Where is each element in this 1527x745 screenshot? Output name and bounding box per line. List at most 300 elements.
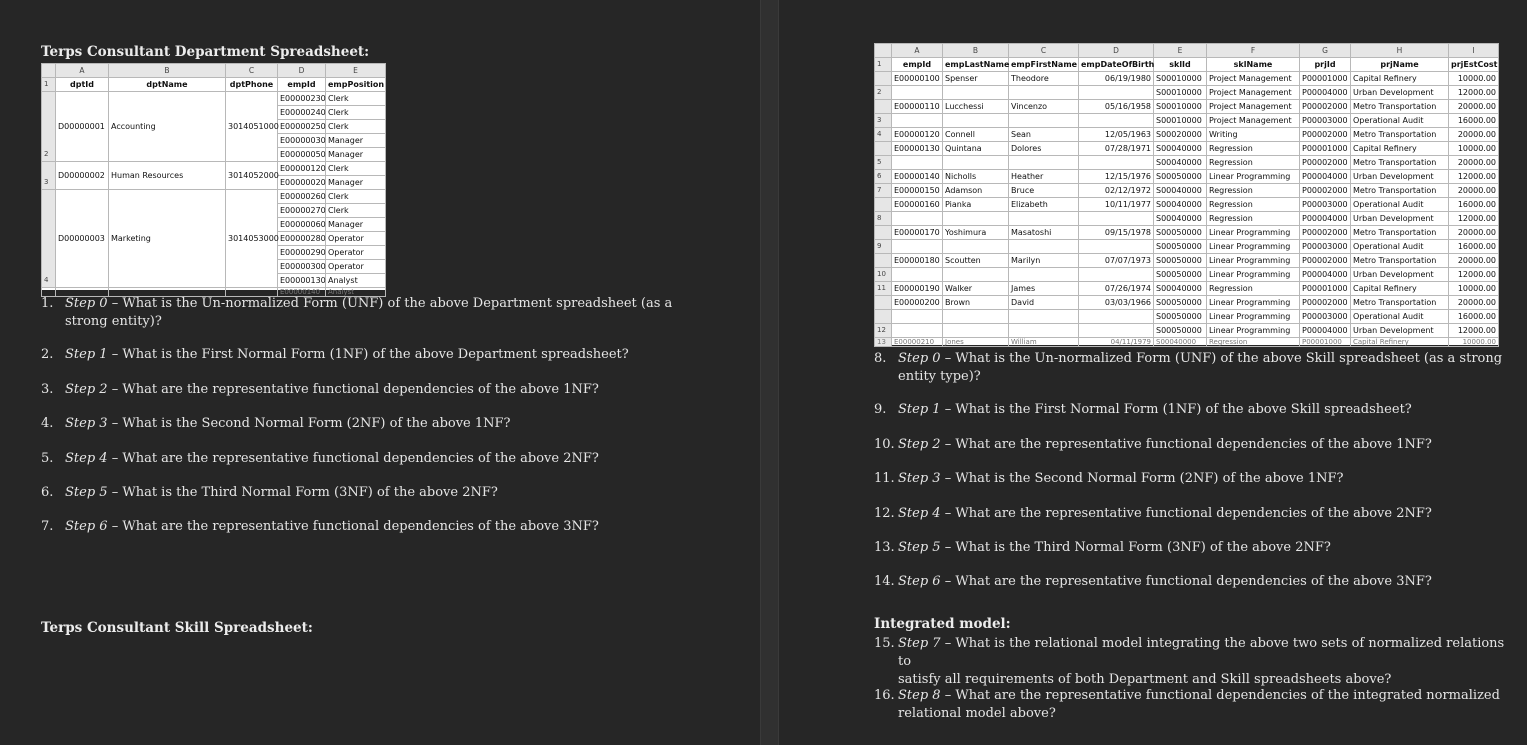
skl-id-cell[interactable]: S00020000 [1154,128,1207,142]
column-header[interactable]: empId [892,58,943,72]
prj-name-cell[interactable]: Urban Development [1351,324,1449,338]
emp-id-cell[interactable]: E00000130 [278,274,326,288]
question-body: What are the representative functional dependencies of the above 3NF? [955,574,1432,589]
emp-id-cell[interactable]: E00000140 [278,288,326,297]
skl-name-cell[interactable]: Project Management [1207,86,1300,100]
dpt-phone-cell[interactable]: 3014052000 [226,162,278,190]
prj-id-cell[interactable]: P00001000 [1300,72,1351,86]
skl-id-cell[interactable]: S00010000 [1154,114,1207,128]
emp-dob-cell[interactable] [1079,310,1154,324]
skl-name-cell[interactable]: Writing [1207,128,1300,142]
row-number[interactable]: 3 [42,162,56,190]
question-1 [41,295,681,331]
skl-name-cell[interactable]: Regression [1207,282,1300,296]
skl-id-cell[interactable]: S00040000 [1154,184,1207,198]
dpt-name-cell[interactable]: Marketing [109,190,226,288]
row-number[interactable]: 8 [875,212,892,226]
emp-dob-cell[interactable]: 12/05/1963 [1079,128,1154,142]
skl-id-cell[interactable]: S00050000 [1154,240,1207,254]
column-header[interactable]: prjId [1300,58,1351,72]
emp-id-cell[interactable]: E00000160 [892,198,943,212]
prj-name-cell[interactable]: Urban Development [1351,212,1449,226]
prj-id-cell[interactable]: P00002000 [1300,226,1351,240]
emp-last-name-cell[interactable]: Jones [943,338,1009,347]
prj-name-cell[interactable]: Capital Refinery [1351,142,1449,156]
step-separator: – [107,451,123,466]
skl-id-cell[interactable]: S00050000 [1154,268,1207,282]
emp-dob-cell[interactable] [1079,114,1154,128]
emp-id-cell[interactable]: E00000210 [892,338,943,347]
prj-name-cell[interactable]: Urban Development [1351,268,1449,282]
emp-dob-cell[interactable]: 04/11/1979 [1079,338,1154,347]
emp-id-cell[interactable]: E00000280 [278,232,326,246]
column-header[interactable]: sklName [1207,58,1300,72]
question-text [898,635,1514,689]
prj-name-cell[interactable]: Urban Development [1351,170,1449,184]
emp-position-cell[interactable]: Operator [326,260,386,274]
emp-id-cell[interactable] [892,156,943,170]
dpt-id-cell[interactable]: D00000001 [56,92,109,162]
prj-name-cell[interactable]: Urban Development [1351,86,1449,100]
skl-id-cell[interactable]: S00040000 [1154,198,1207,212]
skl-id-cell[interactable]: S00050000 [1154,296,1207,310]
emp-first-name-cell[interactable]: Masatoshi [1009,226,1079,240]
emp-id-cell[interactable] [892,86,943,100]
question-11 [874,470,1514,488]
prj-est-cost-cell[interactable]: 10000.00 [1449,142,1499,156]
prj-id-cell[interactable]: P00002000 [1300,296,1351,310]
prj-name-cell[interactable]: Metro Transportation [1351,226,1449,240]
prj-est-cost-cell[interactable]: 20000.00 [1449,254,1499,268]
emp-id-cell[interactable]: E00000260 [278,190,326,204]
skl-id-cell[interactable]: S00050000 [1154,170,1207,184]
skl-name-cell[interactable]: Linear Programming [1207,240,1300,254]
table-row [875,156,1499,170]
emp-last-name-cell[interactable]: Scoutten [943,254,1009,268]
step-separator: – [940,506,956,521]
prj-name-cell[interactable]: Metro Transportation [1351,296,1449,310]
prj-name-cell[interactable]: Operational Audit [1351,198,1449,212]
emp-position-cell[interactable]: Analyst [326,288,386,297]
emp-first-name-cell[interactable]: David [1009,296,1079,310]
row-number[interactable]: 13 [875,338,892,347]
prj-id-cell[interactable]: P00004000 [1300,324,1351,338]
prj-id-cell[interactable]: P00004000 [1300,86,1351,100]
emp-dob-cell[interactable]: 02/12/1972 [1079,184,1154,198]
emp-last-name-cell[interactable] [943,86,1009,100]
emp-id-cell[interactable]: E00000180 [892,254,943,268]
prj-id-cell[interactable]: P00001000 [1300,142,1351,156]
row-number[interactable]: 9 [875,240,892,254]
row-number[interactable]: 4 [42,190,56,288]
dpt-name-cell[interactable]: Human Resources [109,162,226,190]
prj-est-cost-cell[interactable]: 10000.00 [1449,338,1499,347]
prj-name-cell[interactable]: Capital Refinery [1351,72,1449,86]
emp-dob-cell[interactable] [1079,324,1154,338]
skl-name-cell[interactable]: Linear Programming [1207,268,1300,282]
emp-id-cell[interactable]: E00000130 [892,142,943,156]
column-letter[interactable]: B [109,64,226,78]
prj-id-cell[interactable]: P00004000 [1300,170,1351,184]
prj-est-cost-cell[interactable]: 16000.00 [1449,198,1499,212]
question-step: Step 6 [898,574,941,589]
row-number[interactable]: 11 [875,282,892,296]
column-letter[interactable]: D [278,64,326,78]
skl-name-cell[interactable]: Regression [1207,198,1300,212]
emp-dob-cell[interactable]: 07/26/1974 [1079,282,1154,296]
question-number: 4. [41,416,54,431]
prj-name-cell[interactable]: Metro Transportation [1351,100,1449,114]
skl-name-cell[interactable]: Regression [1207,142,1300,156]
emp-id-cell[interactable] [892,268,943,282]
prj-est-cost-cell[interactable]: 16000.00 [1449,114,1499,128]
step-separator: – [107,347,123,362]
emp-first-name-cell[interactable]: Elizabeth [1009,198,1079,212]
emp-last-name-cell[interactable] [943,268,1009,282]
question-body: What is the Second Normal Form (2NF) of the above 1NF? [955,471,1344,486]
question-6 [41,484,681,502]
dpt-name-cell[interactable]: Accounting [109,92,226,162]
column-header[interactable]: sklId [1154,58,1207,72]
emp-first-name-cell[interactable] [1009,240,1079,254]
prj-est-cost-cell[interactable]: 20000.00 [1449,156,1499,170]
emp-dob-cell[interactable] [1079,268,1154,282]
skl-name-cell[interactable]: Project Management [1207,100,1300,114]
skl-id-cell[interactable]: S00050000 [1154,226,1207,240]
prj-est-cost-cell[interactable]: 20000.00 [1449,184,1499,198]
emp-first-name-cell[interactable] [1009,268,1079,282]
question-step: Step 4 [65,451,108,466]
emp-first-name-cell[interactable]: Sean [1009,128,1079,142]
emp-dob-cell[interactable]: 03/03/1966 [1079,296,1154,310]
table-row [875,240,1499,254]
prj-id-cell[interactable]: P00002000 [1300,128,1351,142]
column-letter[interactable]: E [1154,44,1207,58]
question-body: What are the representative functional dependencies of the above 3NF? [122,519,599,534]
prj-id-cell[interactable]: P00002000 [1300,254,1351,268]
prj-id-cell[interactable]: P00003000 [1300,198,1351,212]
column-header[interactable]: empFirstName [1009,58,1079,72]
emp-last-name-cell[interactable] [943,240,1009,254]
emp-dob-cell[interactable]: 06/19/1980 [1079,72,1154,86]
emp-first-name-cell[interactable] [1009,324,1079,338]
column-letter[interactable]: E [326,64,386,78]
prj-id-cell[interactable]: P00002000 [1300,184,1351,198]
skill-spreadsheet [874,43,1498,345]
emp-id-cell[interactable]: E00000100 [892,72,943,86]
skl-name-cell[interactable]: Project Management [1207,72,1300,86]
column-header[interactable]: empPosition [326,78,386,92]
question-body: What are the representative functional dependencies of the above 1NF? [955,437,1432,452]
emp-dob-cell[interactable] [1079,86,1154,100]
emp-id-cell[interactable] [892,324,943,338]
prj-id-cell[interactable]: P00003000 [1300,114,1351,128]
emp-last-name-cell[interactable]: Brown [943,296,1009,310]
table-row [42,92,386,106]
emp-last-name-cell[interactable]: Lucchessi [943,100,1009,114]
emp-id-cell[interactable]: E00000020 [278,176,326,190]
skl-id-cell[interactable]: S00040000 [1154,338,1207,347]
column-letter[interactable]: C [1009,44,1079,58]
emp-first-name-cell[interactable] [1009,156,1079,170]
question-text [898,436,1432,454]
emp-position-cell[interactable]: Clerk [326,190,386,204]
emp-id-cell[interactable] [892,240,943,254]
emp-id-cell[interactable]: E00000290 [278,246,326,260]
emp-id-cell[interactable]: E00000120 [892,128,943,142]
column-letter[interactable]: A [56,64,109,78]
column-header[interactable]: empId [278,78,326,92]
column-header[interactable]: prjEstCost [1449,58,1499,72]
prj-est-cost-cell[interactable]: 20000.00 [1449,226,1499,240]
emp-id-cell[interactable]: E00000190 [892,282,943,296]
prj-name-cell[interactable]: Metro Transportation [1351,184,1449,198]
table-row [875,170,1499,184]
row-number[interactable]: 10 [875,268,892,282]
emp-last-name-cell[interactable]: Pianka [943,198,1009,212]
prj-est-cost-cell[interactable]: 16000.00 [1449,240,1499,254]
prj-id-cell[interactable]: P00004000 [1300,212,1351,226]
skl-name-cell[interactable]: Linear Programming [1207,170,1300,184]
prj-id-cell[interactable]: P00004000 [1300,268,1351,282]
emp-id-cell[interactable]: E00000050 [278,148,326,162]
emp-first-name-cell[interactable]: Heather [1009,170,1079,184]
skl-id-cell[interactable]: S00040000 [1154,156,1207,170]
emp-position-cell[interactable]: Clerk [326,92,386,106]
column-header[interactable]: dptPhone [226,78,278,92]
column-header[interactable]: empLastName [943,58,1009,72]
prj-id-cell[interactable]: P00002000 [1300,100,1351,114]
question-3 [41,381,681,399]
prj-id-cell[interactable]: P00003000 [1300,240,1351,254]
emp-first-name-cell[interactable]: Marilyn [1009,254,1079,268]
emp-id-cell[interactable]: E00000300 [278,260,326,274]
prj-est-cost-cell[interactable]: 12000.00 [1449,212,1499,226]
header-row [42,78,386,92]
skl-id-cell[interactable]: S00010000 [1154,72,1207,86]
emp-position-cell[interactable]: Manager [326,134,386,148]
emp-dob-cell[interactable]: 10/11/1977 [1079,198,1154,212]
row-number[interactable]: 3 [875,114,892,128]
emp-position-cell[interactable]: Manager [326,176,386,190]
prj-est-cost-cell[interactable]: 12000.00 [1449,170,1499,184]
emp-id-cell[interactable] [892,212,943,226]
prj-name-cell[interactable]: Metro Transportation [1351,156,1449,170]
prj-est-cost-cell[interactable]: 20000.00 [1449,296,1499,310]
emp-last-name-cell[interactable]: Walker [943,282,1009,296]
skl-name-cell[interactable]: Regression [1207,184,1300,198]
prj-est-cost-cell[interactable]: 20000.00 [1449,128,1499,142]
row-number[interactable]: 5 [875,156,892,170]
emp-last-name-cell[interactable]: Quintana [943,142,1009,156]
question-text [65,346,629,364]
emp-first-name-cell[interactable]: Vincenzo [1009,100,1079,114]
row-number[interactable]: 2 [875,86,892,100]
emp-first-name-cell[interactable] [1009,310,1079,324]
emp-last-name-cell[interactable]: Yoshimura [943,226,1009,240]
skl-id-cell[interactable]: S00050000 [1154,254,1207,268]
skl-id-cell[interactable]: S00040000 [1154,142,1207,156]
emp-dob-cell[interactable] [1079,156,1154,170]
emp-id-cell[interactable]: E00000030 [278,134,326,148]
row-number[interactable]: 2 [42,92,56,162]
row-number[interactable]: 1 [875,58,892,72]
dpt-phone-cell[interactable]: 3014051000 [226,92,278,162]
emp-last-name-cell[interactable] [943,212,1009,226]
row-number[interactable]: 4 [875,128,892,142]
column-letter[interactable]: G [1300,44,1351,58]
emp-last-name-cell[interactable] [943,114,1009,128]
prj-est-cost-cell[interactable]: 12000.00 [1449,86,1499,100]
emp-id-cell[interactable]: E00000230 [278,92,326,106]
prj-id-cell[interactable]: P00001000 [1300,282,1351,296]
emp-position-cell[interactable]: Operator [326,246,386,260]
row-number[interactable] [875,226,892,240]
skl-name-cell[interactable]: Regression [1207,156,1300,170]
emp-first-name-cell[interactable]: James [1009,282,1079,296]
prj-name-cell[interactable]: Metro Transportation [1351,254,1449,268]
emp-position-cell[interactable]: Manager [326,218,386,232]
emp-last-name-cell[interactable] [943,324,1009,338]
row-number[interactable] [875,100,892,114]
prj-id-cell[interactable]: P00002000 [1300,156,1351,170]
prj-est-cost-cell[interactable]: 10000.00 [1449,282,1499,296]
emp-id-cell[interactable]: E00000270 [278,204,326,218]
column-letter[interactable]: H [1351,44,1449,58]
dpt-id-cell[interactable]: D00000003 [56,190,109,288]
emp-dob-cell[interactable]: 07/28/1971 [1079,142,1154,156]
prj-name-cell[interactable]: Operational Audit [1351,310,1449,324]
emp-id-cell[interactable]: E00000140 [892,170,943,184]
emp-last-name-cell[interactable] [943,310,1009,324]
emp-dob-cell[interactable] [1079,240,1154,254]
row-number[interactable] [875,254,892,268]
row-number[interactable]: 12 [875,324,892,338]
emp-position-cell[interactable]: Clerk [326,120,386,134]
question-body: What are the representative functional dependencies of the above 2NF? [955,506,1432,521]
column-letter[interactable]: I [1449,44,1499,58]
prj-id-cell[interactable]: P00003000 [1300,310,1351,324]
row-number[interactable]: 7 [875,184,892,198]
emp-id-cell[interactable]: E00000240 [278,106,326,120]
emp-first-name-cell[interactable]: Theodore [1009,72,1079,86]
emp-last-name-cell[interactable]: Connell [943,128,1009,142]
prj-name-cell[interactable]: Operational Audit [1351,240,1449,254]
emp-first-name-cell[interactable] [1009,86,1079,100]
emp-id-cell[interactable] [892,310,943,324]
prj-est-cost-cell[interactable]: 20000.00 [1449,100,1499,114]
skl-id-cell[interactable]: S00040000 [1154,282,1207,296]
column-letter[interactable]: C [226,64,278,78]
emp-id-cell[interactable]: E00000200 [892,296,943,310]
row-number[interactable] [875,310,892,324]
skl-id-cell[interactable]: S00010000 [1154,100,1207,114]
prj-est-cost-cell[interactable]: 10000.00 [1449,72,1499,86]
emp-position-cell[interactable]: Analyst [326,274,386,288]
emp-id-cell[interactable] [892,114,943,128]
dpt-phone-cell[interactable]: 3014053000 [226,190,278,288]
emp-first-name-cell[interactable]: William [1009,338,1079,347]
prj-name-cell[interactable]: Capital Refinery [1351,282,1449,296]
emp-position-cell[interactable]: Manager [326,148,386,162]
prj-est-cost-cell[interactable]: 16000.00 [1449,310,1499,324]
emp-dob-cell[interactable]: 09/15/1978 [1079,226,1154,240]
skl-name-cell[interactable]: Linear Programming [1207,324,1300,338]
prj-name-cell[interactable]: Metro Transportation [1351,128,1449,142]
skl-name-cell[interactable]: Regression [1207,212,1300,226]
emp-position-cell[interactable]: Clerk [326,106,386,120]
column-letter[interactable]: B [943,44,1009,58]
column-letter[interactable]: A [892,44,943,58]
dpt-id-cell[interactable]: D00000002 [56,162,109,190]
emp-last-name-cell[interactable] [943,156,1009,170]
emp-id-cell[interactable]: E00000150 [892,184,943,198]
skl-name-cell[interactable]: Linear Programming [1207,296,1300,310]
column-header[interactable]: dptName [109,78,226,92]
skl-name-cell[interactable]: Linear Programming [1207,254,1300,268]
emp-id-cell[interactable]: E00000120 [278,162,326,176]
emp-last-name-cell[interactable]: Adamson [943,184,1009,198]
skl-id-cell[interactable]: S00040000 [1154,212,1207,226]
emp-dob-cell[interactable] [1079,212,1154,226]
column-letter[interactable]: F [1207,44,1300,58]
emp-position-cell[interactable]: Operator [326,232,386,246]
column-header[interactable]: prjName [1351,58,1449,72]
row-number[interactable] [875,198,892,212]
column-header[interactable]: dptId [56,78,109,92]
skl-id-cell[interactable]: S00010000 [1154,86,1207,100]
column-header[interactable]: empDateOfBirth [1079,58,1154,72]
question-10 [874,436,1514,454]
skl-name-cell[interactable]: Regression [1207,338,1300,347]
skl-name-cell[interactable]: Linear Programming [1207,310,1300,324]
question-body-cont: entity type)? [898,369,981,384]
emp-first-name-cell[interactable]: Bruce [1009,184,1079,198]
emp-id-cell[interactable]: E00000060 [278,218,326,232]
emp-dob-cell[interactable]: 12/15/1976 [1079,170,1154,184]
emp-last-name-cell[interactable]: Nicholls [943,170,1009,184]
emp-last-name-cell[interactable]: Spenser [943,72,1009,86]
prj-name-cell[interactable]: Capital Refinery [1351,338,1449,347]
prj-id-cell[interactable]: P00001000 [1300,338,1351,347]
column-letter[interactable]: D [1079,44,1154,58]
question-body: What is the Un-normalized Form (UNF) of the above Skill spreadsheet (as a strong [955,351,1503,366]
emp-id-cell[interactable]: E00000110 [892,100,943,114]
row-number[interactable] [875,296,892,310]
prj-est-cost-cell[interactable]: 12000.00 [1449,324,1499,338]
emp-first-name-cell[interactable]: Dolores [1009,142,1079,156]
skl-id-cell[interactable]: S00050000 [1154,310,1207,324]
skl-name-cell[interactable]: Linear Programming [1207,226,1300,240]
table-row [42,162,386,176]
skl-name-cell[interactable]: Project Management [1207,114,1300,128]
emp-position-cell[interactable]: Clerk [326,204,386,218]
row-number[interactable] [875,142,892,156]
skl-id-cell[interactable]: S00050000 [1154,324,1207,338]
emp-first-name-cell[interactable] [1009,114,1079,128]
prj-name-cell[interactable]: Operational Audit [1351,114,1449,128]
row-number[interactable]: 1 [42,78,56,92]
emp-first-name-cell[interactable] [1009,212,1079,226]
emp-dob-cell[interactable]: 05/16/1958 [1079,100,1154,114]
prj-est-cost-cell[interactable]: 12000.00 [1449,268,1499,282]
emp-id-cell[interactable]: E00000250 [278,120,326,134]
row-number[interactable]: 6 [875,170,892,184]
emp-id-cell[interactable]: E00000170 [892,226,943,240]
emp-dob-cell[interactable]: 07/07/1973 [1079,254,1154,268]
emp-position-cell[interactable]: Clerk [326,162,386,176]
row-number[interactable] [875,72,892,86]
